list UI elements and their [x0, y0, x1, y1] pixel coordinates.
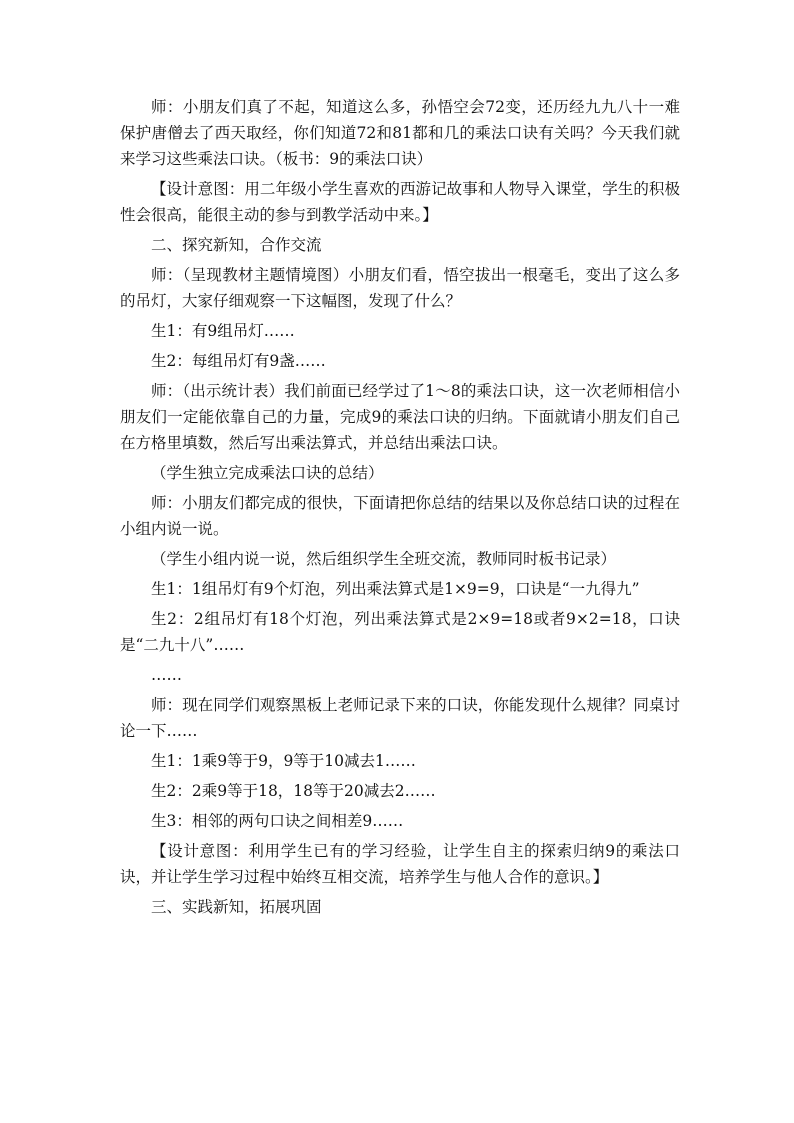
paragraph-pattern-1: 生1：1乘9等于9，9等于10减去1……	[151, 752, 416, 770]
paragraph-pattern-3: 生3：相邻的两句口诀之间相差9……	[151, 812, 404, 830]
section-heading-practice: 三、实践新知，拓展巩固	[151, 898, 322, 916]
paragraph-student-answer-2: 生2：2组吊灯有18个灯泡，列出乘法算式是2×9=18或者9×2=18，口诀是“二九十八”……	[120, 610, 680, 654]
section-heading-explore: 二、探究新知，合作交流	[151, 236, 322, 254]
paragraph-student-2: 生2：每组吊灯有9盏……	[151, 352, 326, 370]
paragraph-ellipsis: ……	[151, 666, 182, 684]
paragraph-student-1: 生1：有9组吊灯……	[151, 322, 295, 340]
paragraph-teacher-table: 师：（出示统计表）我们前面已经学过了1～8的乘法口诀，这一次老师相信小朋友们一定能依靠自己的力量，完成9的乘法口诀的归纳。下面就请小朋友们自己在方格里填数，然后写出乘法算式，并总结出乘法口诀。	[120, 382, 680, 452]
paragraph-teacher-pattern: 师：现在同学们观察黑板上老师记录下来的口诀，你能发现什么规律？同桌讨论一下……	[120, 696, 680, 740]
paragraph-student-independent: （学生独立完成乘法口诀的总结）	[151, 464, 384, 482]
paragraph-teacher-scene: 师：（呈现教材主题情境图）小朋友们看，悟空拔出一根毫毛，变出了这么多的吊灯，大家仔细观察一下这幅图，发现了什么？	[120, 266, 680, 310]
paragraph-group-share: （学生小组内说一说，然后组织学生全班交流，教师同时板书记录）	[151, 550, 617, 568]
paragraph-design-intent-2: 【设计意图：利用学生已有的学习经验，让学生自主的探索归纳9的乘法口诀，并让学生学习过程中始终互相交流，培养学生与他人合作的意识。】	[120, 842, 680, 886]
paragraph-pattern-2: 生2：2乘9等于18，18等于20减去2……	[151, 782, 436, 800]
document-page	[120, 94, 680, 924]
paragraph-teacher-intro: 师：小朋友们真了不起，知道这么多，孙悟空会72变，还历经九九八十一难保护唐僧去了西天取经，你们知道72和81都和几的乘法口诀有关吗？今天我们就来学习这些乘法口诀。（板书：9的乘法口诀）	[120, 98, 680, 168]
paragraph-teacher-group: 师：小朋友们都完成的很快，下面请把你总结的结果以及你总结口诀的过程在小组内说一说。	[120, 494, 680, 538]
paragraph-student-answer-1: 生1：1组吊灯有9个灯泡，列出乘法算式是1×9=9，口诀是“一九得九”	[151, 580, 640, 598]
paragraph-design-intent-1: 【设计意图：用二年级小学生喜欢的西游记故事和人物导入课堂，学生的积极性会很高，能很主动的参与到教学活动中来。】	[120, 180, 680, 224]
